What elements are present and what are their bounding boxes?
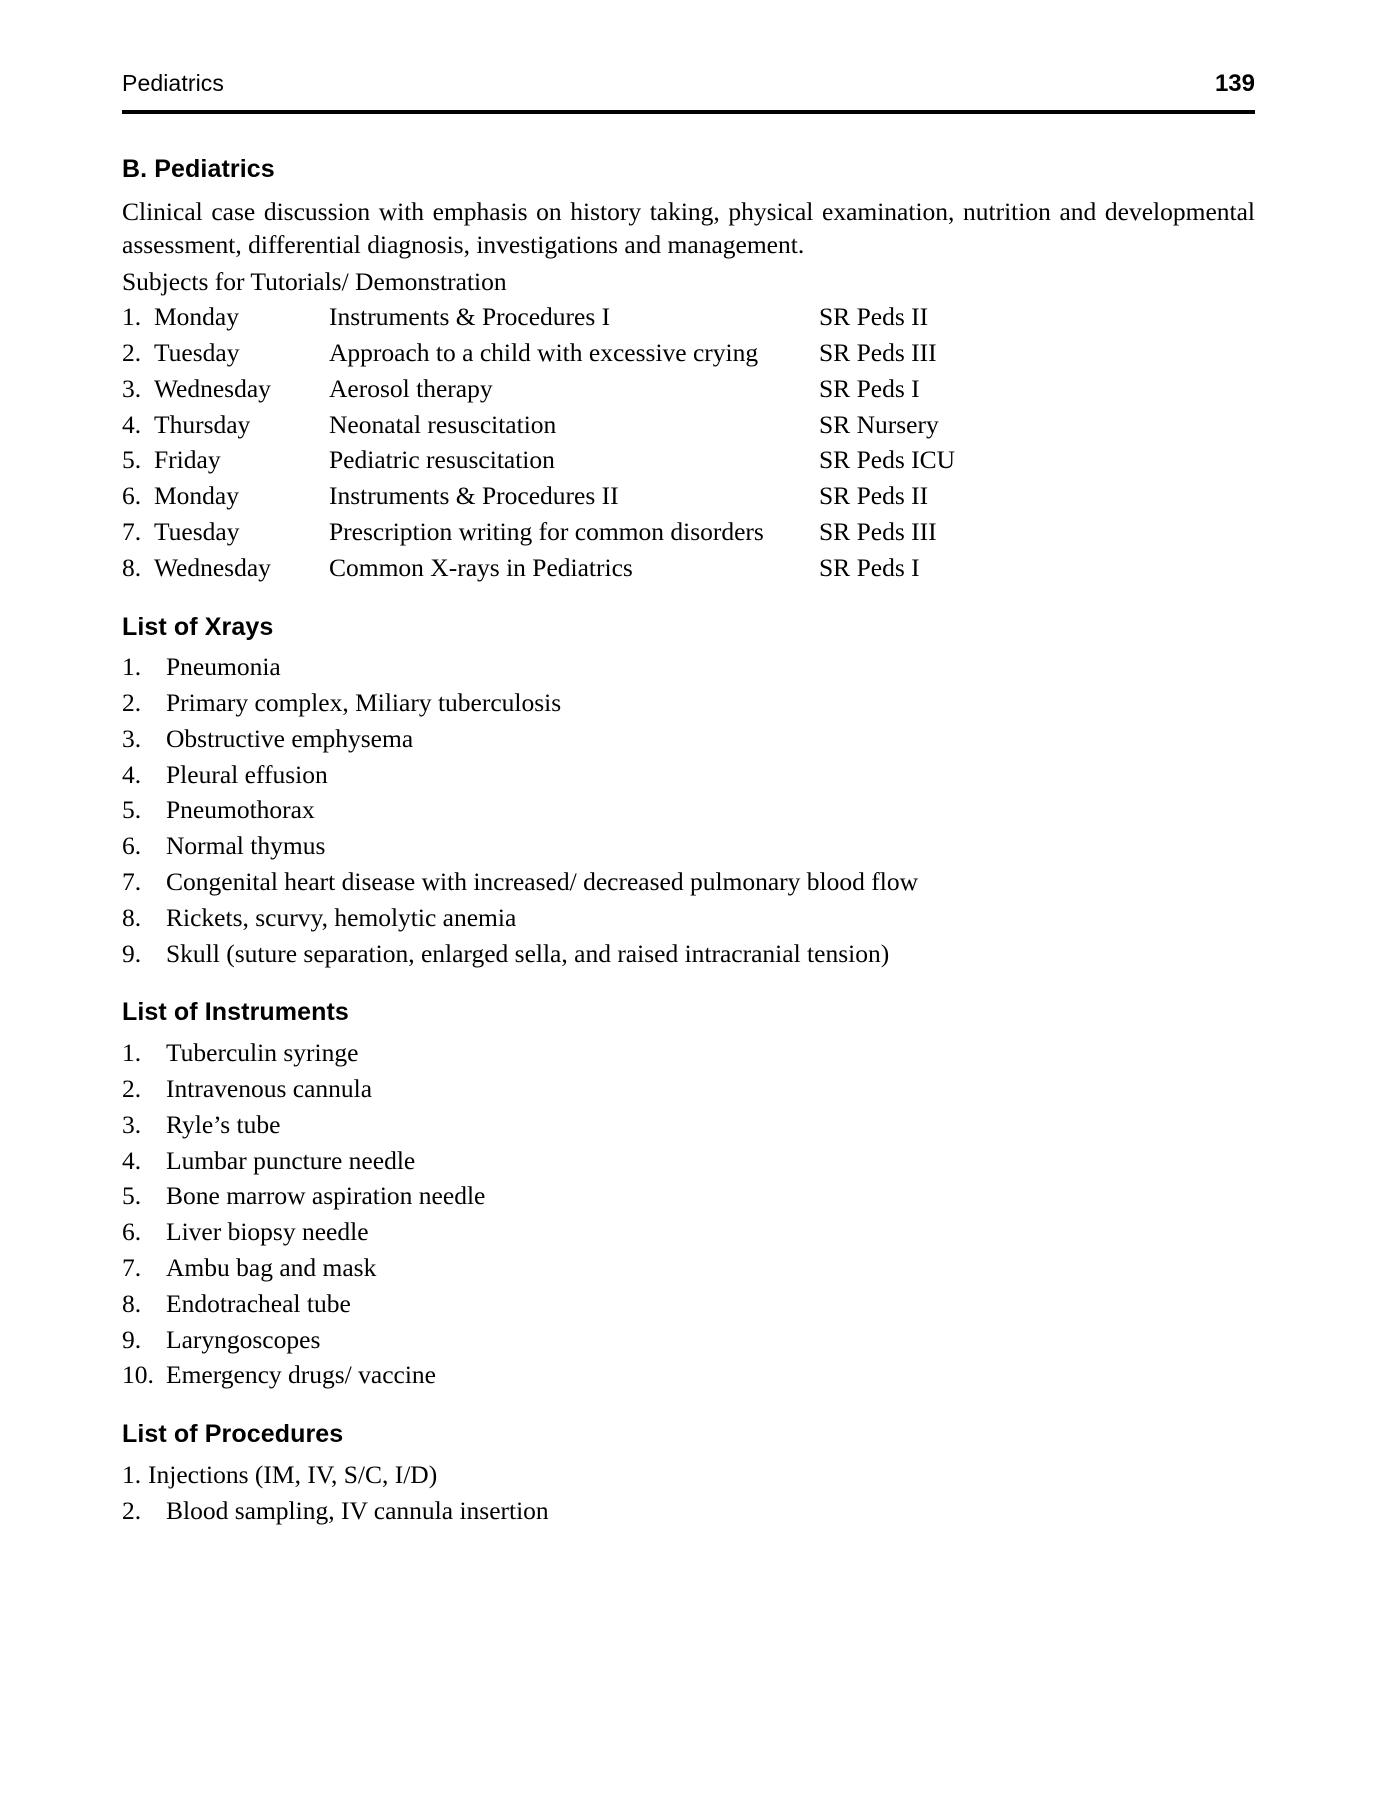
row-assignment: SR Peds III [819, 337, 937, 367]
table-row [122, 483, 1255, 519]
row-day: Monday [154, 481, 239, 511]
spacer [122, 976, 1255, 998]
list-item-number: 8. [122, 902, 142, 932]
table-row [122, 552, 1255, 591]
row-day: Wednesday [154, 373, 271, 403]
row-assignment: SR Peds II [819, 481, 929, 511]
list-item-number: 2. [122, 1074, 142, 1104]
row-day: Tuesday [154, 337, 240, 367]
list-item [122, 654, 1255, 690]
procedures-heading: List of Procedures [122, 1420, 344, 1449]
instruments-heading: List of Instruments [122, 998, 349, 1027]
list-item-number: 3. [122, 1109, 142, 1139]
row-day: Tuesday [154, 516, 240, 546]
list-item-number: 6. [122, 1217, 142, 1247]
list-item-number: 4. [122, 1145, 142, 1175]
procedures-list [122, 1459, 1255, 1534]
list-item-number: 2. [122, 688, 142, 718]
list-item-label: Bone marrow aspiration needle [166, 1181, 486, 1211]
section-intro-paragraph: Clinical case discussion with emphasis on history taking, physical examination, nutrition and developmental assessment, differential diagnosis, investigations and management. [122, 196, 1255, 259]
list-item-number: 1. [122, 1038, 142, 1068]
row-number: 8. [122, 552, 142, 582]
row-topic: Aerosol therapy [329, 373, 493, 403]
page-number: 139 [1214, 70, 1255, 97]
list-item-number: 8. [122, 1288, 142, 1318]
list-item [122, 902, 1255, 941]
table-row [122, 409, 1255, 448]
list-item [122, 1324, 1255, 1363]
row-topic: Prescription writing for common disorders [329, 516, 764, 546]
list-item-label: Pneumothorax [166, 795, 315, 825]
list-item-number: 7. [122, 867, 142, 897]
page-content [122, 155, 1255, 1534]
row-number: 2. [122, 337, 142, 367]
list-item-label: Intravenous cannula [166, 1074, 373, 1104]
list-item [122, 1183, 1255, 1219]
list-item-number: 7. [122, 1253, 142, 1282]
list-item [122, 759, 1255, 798]
xrays-heading: List of Xrays [122, 612, 274, 641]
list-item-number: 10. [122, 1360, 154, 1390]
list-item [122, 938, 1255, 977]
list-item-number: 5. [122, 1181, 142, 1211]
row-topic: Pediatric resuscitation [329, 445, 555, 475]
list-item-label: Blood sampling, IV cannula insertion [166, 1495, 549, 1525]
spacer [122, 1398, 1255, 1420]
xrays-list [122, 654, 1255, 976]
table-row [122, 516, 1255, 555]
list-item-label: Pleural effusion [166, 759, 328, 789]
table-row [122, 337, 1255, 376]
row-day: Thursday [154, 409, 251, 439]
row-topic: Common X-rays in Pediatrics [329, 552, 633, 582]
list-item [122, 1459, 1255, 1498]
list-item-label: Ambu bag and mask [166, 1253, 377, 1282]
list-item-label: Pneumonia [166, 652, 281, 682]
running-header [122, 72, 1255, 96]
row-topic: Approach to a child with excessive crying [329, 337, 759, 367]
table-row [122, 447, 1255, 483]
list-item-label: Injections (IM, IV, S/C, I/D) [148, 1459, 438, 1489]
list-item-label: Obstructive emphysema [166, 723, 414, 753]
list-item [122, 1288, 1255, 1327]
list-item-label: Emergency drugs/ vaccine [166, 1360, 437, 1390]
list-item-label: Endotracheal tube [166, 1288, 351, 1318]
row-number: 3. [122, 373, 142, 403]
row-day: Monday [154, 302, 239, 332]
list-item [122, 1145, 1255, 1184]
row-assignment: SR Peds I [819, 552, 920, 582]
list-item-number: 1. [122, 1459, 142, 1489]
row-assignment: SR Peds II [819, 302, 929, 332]
list-item-label: Rickets, scurvy, hemolytic anemia [166, 902, 517, 932]
list-item-label: Ryle’s tube [166, 1109, 281, 1139]
list-item [122, 869, 1255, 905]
list-item [122, 1219, 1255, 1255]
list-item-label: Tuberculin syringe [166, 1038, 359, 1068]
list-item-label: Skull (suture separation, enlarged sella, and raised intracranial tension) [166, 938, 890, 968]
list-item-label: Primary complex, Miliary tuberculosis [166, 688, 562, 718]
running-header-title: Pediatrics [122, 70, 224, 96]
row-assignment: SR Peds ICU [819, 445, 956, 475]
table-row [122, 304, 1255, 340]
row-day: Wednesday [154, 552, 271, 582]
list-item-number: 9. [122, 1324, 142, 1354]
row-topic: Instruments & Procedures II [329, 481, 619, 511]
list-item [122, 723, 1255, 762]
list-item-number: 3. [122, 723, 142, 753]
subjects-label: Subjects for Tutorials/ Demonstration [122, 267, 507, 297]
list-item-label: Lumbar puncture needle [166, 1145, 416, 1175]
list-item-number: 5. [122, 795, 142, 825]
list-item [122, 690, 1255, 726]
row-assignment: SR Nursery [819, 409, 939, 439]
list-item [122, 1255, 1255, 1291]
list-item-number: 2. [122, 1495, 142, 1525]
table-row [122, 373, 1255, 412]
list-item-number: 1. [122, 652, 142, 682]
row-number: 6. [122, 481, 142, 511]
row-assignment: SR Peds III [819, 516, 937, 546]
row-number: 7. [122, 516, 142, 546]
list-item [122, 1109, 1255, 1148]
spacer [122, 591, 1255, 613]
row-number: 1. [122, 302, 142, 332]
list-item-number: 9. [122, 938, 142, 968]
list-item-number: 4. [122, 759, 142, 789]
list-item [122, 833, 1255, 869]
instruments-list [122, 1040, 1255, 1398]
list-item [122, 1495, 1255, 1534]
row-topic: Instruments & Procedures I [329, 302, 611, 332]
list-item-label: Liver biopsy needle [166, 1217, 369, 1247]
row-number: 5. [122, 445, 142, 475]
list-item-label: Normal thymus [166, 831, 326, 861]
tutorial-schedule-table [122, 304, 1255, 590]
section-heading: B. Pediatrics [122, 155, 275, 183]
row-number: 4. [122, 409, 142, 439]
list-item [122, 1362, 1255, 1398]
row-assignment: SR Peds I [819, 373, 920, 403]
list-item [122, 797, 1255, 833]
list-item-label: Laryngoscopes [166, 1324, 321, 1354]
list-item [122, 1040, 1255, 1076]
list-item [122, 1076, 1255, 1112]
list-item-label: Congenital heart disease with increased/ decreased pulmonary blood flow [166, 867, 919, 897]
list-item-number: 6. [122, 831, 142, 861]
row-day: Friday [154, 445, 221, 475]
row-topic: Neonatal resuscitation [329, 409, 557, 439]
header-rule [122, 110, 1255, 114]
